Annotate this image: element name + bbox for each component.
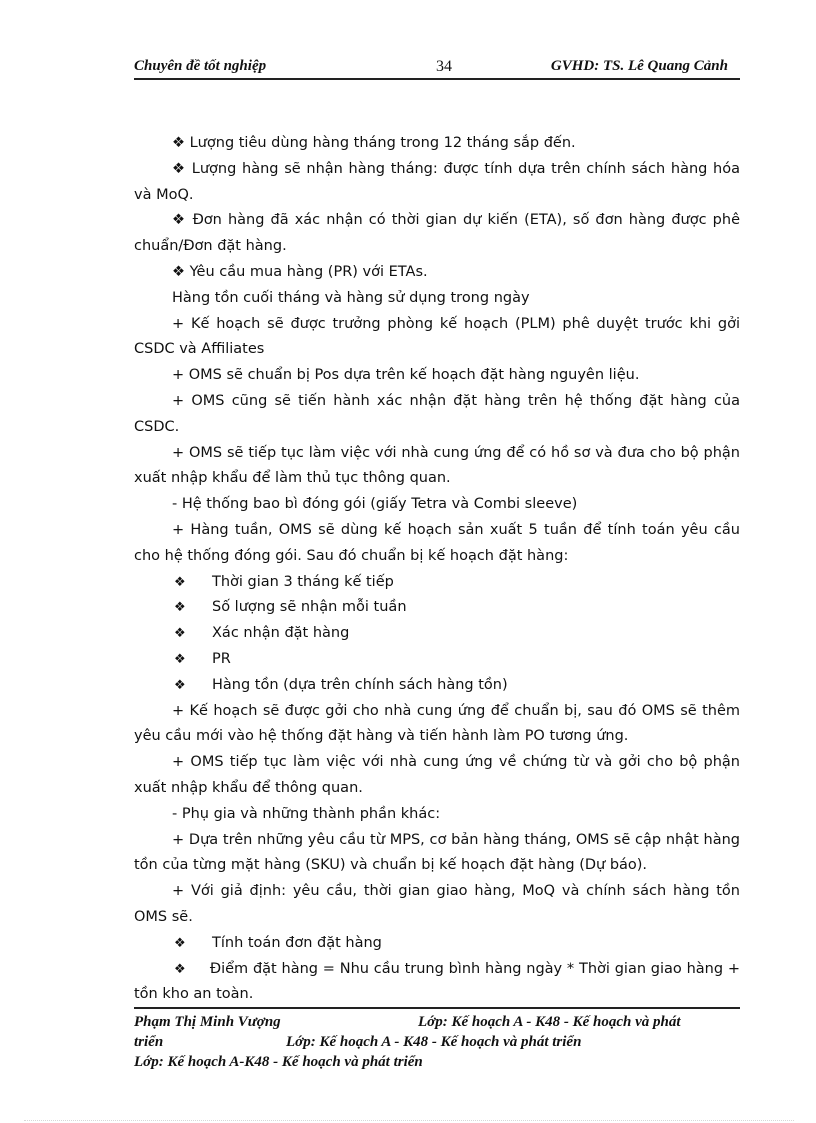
paragraph: ❖ Lượng hàng sẽ nhận hàng tháng: được tính dựa trên chính sách hàng hóa và MoQ. (134, 160, 740, 203)
header-divider (134, 78, 740, 80)
paragraph: ❖ Đơn hàng đã xác nhận có thời gian dự kiến (ETA), số đơn hàng được phê chuẩn/Đơn đặt hàng. (134, 212, 740, 255)
list-item (134, 647, 740, 673)
list-item-wrapped (134, 957, 740, 1009)
paragraph: + Hàng tuần, OMS sẽ dùng kế hoạch sản xuất 5 tuần để tính toán yêu cầu cho hệ thống đóng gói. Sau đó chuẩn bị kế hoạch đặt hàng: (134, 521, 740, 564)
paragraph: + Với giả định: yêu cầu, thời gian giao hàng, MoQ và chính sách hàng tồn OMS sẽ. (134, 883, 740, 925)
diamond-bullet-icon: ❖ (174, 626, 186, 642)
paragraph: + Kế hoạch sẽ được gởi cho nhà cung ứng để chuẩn bị, sau đó OMS sẽ thêm yêu cầu mới vào hệ thống đặt hàng và tiến hành làm PO tương ứng. (134, 702, 740, 745)
paragraph: + OMS cũng sẽ tiến hành xác nhận đặt hàng trên hệ thống đặt hàng của CSDC. (134, 392, 740, 435)
paragraph: + Dựa trên những yêu cầu từ MPS, cơ bản hàng tháng, OMS sẽ cập nhật hàng tồn của từng mặt hàng (SKU) và chuẩn bị kế hoạch đặt hàng (Dự báo). (134, 831, 740, 874)
paragraph: + OMS sẽ tiếp tục làm việc với nhà cung ứng để có hồ sơ và đưa cho bộ phận xuất nhập khẩu để làm thủ tục thông quan. (134, 444, 740, 487)
paragraph: ❖ Yêu cầu mua hàng (PR) với ETAs. (172, 263, 428, 280)
paragraph: Hàng tồn cuối tháng và hàng sử dụng trong ngày (172, 289, 530, 306)
list-item (134, 673, 740, 699)
diamond-bullet-icon: ❖ (174, 935, 186, 951)
page-footer (134, 1012, 754, 1072)
list-item (134, 595, 740, 621)
paragraph: + Kế hoạch sẽ được trưởng phòng kế hoạch (PLM) phê duyệt trước khi gởi CSDC và Affiliates (134, 315, 740, 358)
footer-class-repeat: Lớp: Kế hoạch A - K48 - Kế hoạch và phát triển (286, 1034, 582, 1050)
paragraph: + OMS tiếp tục làm việc với nhà cung ứng về chứng từ và gởi cho bộ phận xuất nhập khẩu để thông quan. (134, 754, 740, 796)
diamond-bullet-icon: ❖ (174, 651, 186, 667)
list-item-text: Xác nhận đặt hàng (212, 625, 350, 642)
list-item-text: Tính toán đơn đặt hàng (212, 934, 382, 951)
paragraph: - Hệ thống bao bì đóng gói (giấy Tetra và Combi sleeve) (172, 496, 578, 513)
page-number: 34 (436, 58, 452, 75)
diamond-bullet-icon: ❖ (174, 677, 186, 693)
list-item-text: Hàng tồn (dựa trên chính sách hàng tồn) (212, 676, 508, 693)
diamond-bullet-icon: ❖ (174, 574, 186, 590)
list-item-text: Điểm đặt hàng = Nhu cầu trung bình hàng ngày * Thời gian giao hàng + tồn kho an toàn. (134, 960, 740, 1003)
document-body (134, 131, 740, 1008)
list-item (134, 931, 740, 957)
list-item-text: Số lượng sẽ nhận mỗi tuần (212, 599, 407, 616)
paragraph: - Phụ gia và những thành phần khác: (172, 805, 441, 822)
footer-class-wrap: triển (134, 1034, 164, 1050)
diamond-bullet-icon: ❖ (174, 961, 186, 977)
page-edge-divider (24, 1120, 794, 1121)
header-title: Chuyên đề tốt nghiệp (134, 58, 267, 74)
list-item-text: Thời gian 3 tháng kế tiếp (212, 573, 394, 590)
paragraph: ❖ Lượng tiêu dùng hàng tháng trong 12 tháng sắp đến. (172, 135, 576, 151)
footer-author: Phạm Thị Minh Vượng (134, 1014, 281, 1030)
page-header (134, 58, 740, 78)
paragraph: + OMS sẽ chuẩn bị Pos dựa trên kế hoạch đặt hàng nguyên liệu. (172, 367, 640, 384)
list-item-text: PR (212, 650, 231, 667)
header-supervisor: GVHD: TS. Lê Quang Cảnh (550, 58, 728, 74)
footer-class: Lớp: Kế hoạch A - K48 - Kế hoạch và phát (418, 1014, 681, 1030)
diamond-bullet-icon: ❖ (174, 600, 186, 616)
footer-class-line3: Lớp: Kế hoạch A-K48 - Kế hoạch và phát triển (134, 1054, 423, 1070)
footer-divider (134, 1007, 740, 1009)
list-item (134, 570, 740, 596)
list-item (134, 621, 740, 647)
